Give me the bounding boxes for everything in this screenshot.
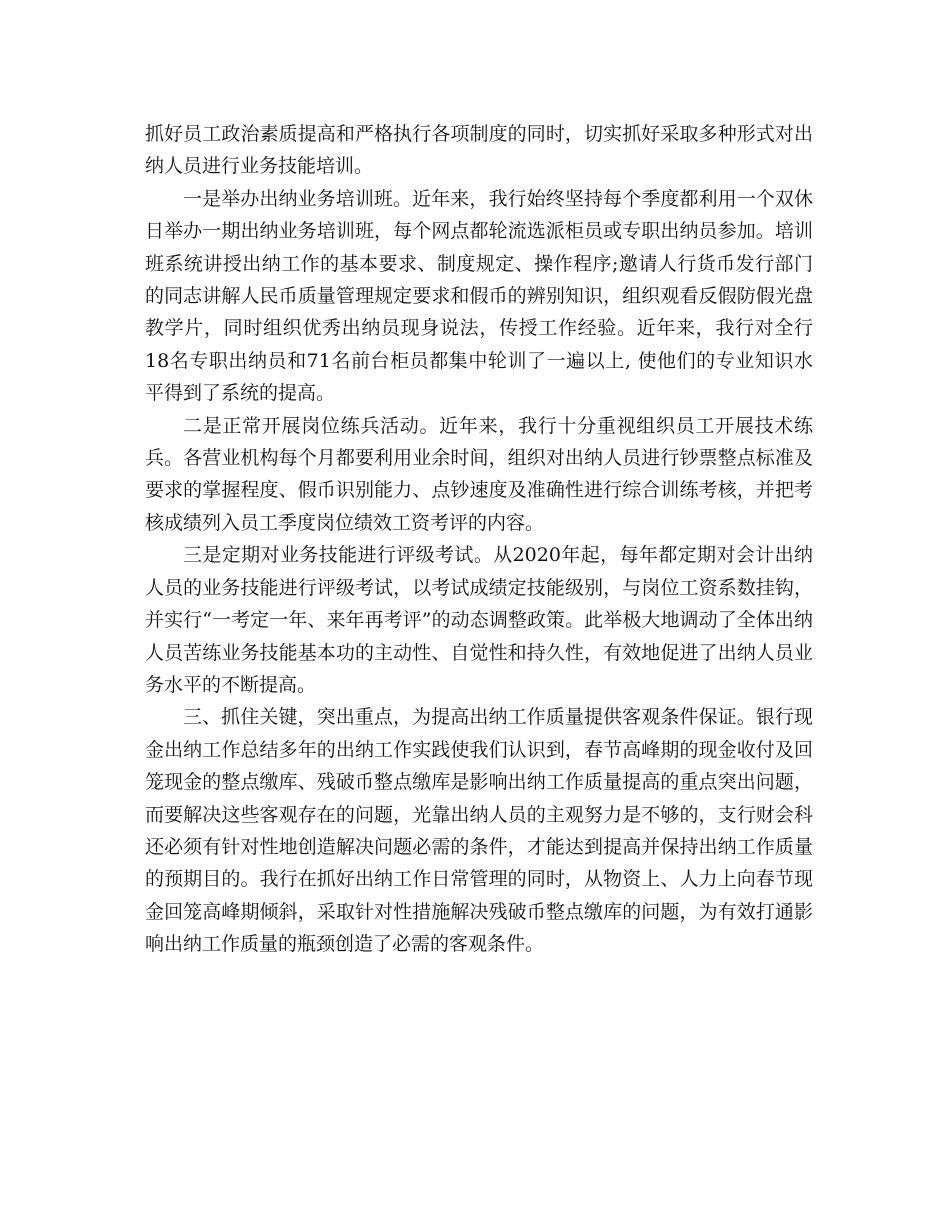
paragraph-3: 二是正常开展岗位练兵活动。近年来，我行十分重视组织员工开展技术练兵。各营业机构每个月都要利用业余时间，组织对出纳人员进行钞票整点标准及要求的掌握程度、假币识别能力、点钞速度及准确性进行综合训练考核，并把考核成绩列入员工季度岗位绩效工资考评的内容。	[145, 414, 813, 534]
paragraph-2: 一是举办出纳业务培训班。近年来，我行始终坚持每个季度都利用一个双休日举办一期出纳业务培训班，每个网点都轮流选派柜员或专职出纳员参加。培训班系统讲授出纳工作的基本要求、制度规定、操作程序;邀请人行货币发行部门的同志讲解人民币质量管理规定要求和假币的辨别知识，组织观看反假防假光盘教学片，同时组织优秀出纳员现身说法，传授工作经验。近年来，我行对全行18名专职出纳员和71名前台柜员都集中轮训了一遍以上, 使他们的专业知识水平得到了系统的提高。	[145, 187, 813, 405]
paragraph-4: 三是定期对业务技能进行评级考试。从2020年起，每年都定期对会计出纳人员的业务技能进行评级考试，以考试成绩定技能级别，与岗位工资系数挂钩，并实行“一考定一年、来年再考评”的动态调整政策。此举极大地调动了全体出纳人员苦练业务技能基本功的主动性、自觉性和持久性，有效地促进了出纳人员业务水平的不断提高。	[145, 544, 813, 696]
paragraph-5: 三、抓住关键，突出重点，为提高出纳工作质量提供客观条件保证。银行现金出纳工作总结多年的出纳工作实践使我们认识到，春节高峰期的现金收付及回笼现金的整点缴库、残破币整点缴库是影响出纳工作质量提高的重点突出问题，而要解决这些客观存在的问题，光靠出纳人员的主观努力是不够的，支行财会科还必须有针对性地创造解决问题必需的条件，才能达到提高并保持出纳工作质量的预期目的。我行在抓好出纳工作日常管理的同时，从物资上、人力上向春节现金回笼高峰期倾斜，采取针对性措施解决残破币整点缴库的问题，为有效打通影响出纳工作质量的瓶颈创造了必需的客观条件。	[145, 706, 813, 956]
paragraph-1: 抓好员工政治素质提高和严格执行各项制度的同时，切实抓好采取多种形式对出纳人员进行业务技能培训。	[145, 123, 813, 178]
document-body	[145, 118, 813, 961]
